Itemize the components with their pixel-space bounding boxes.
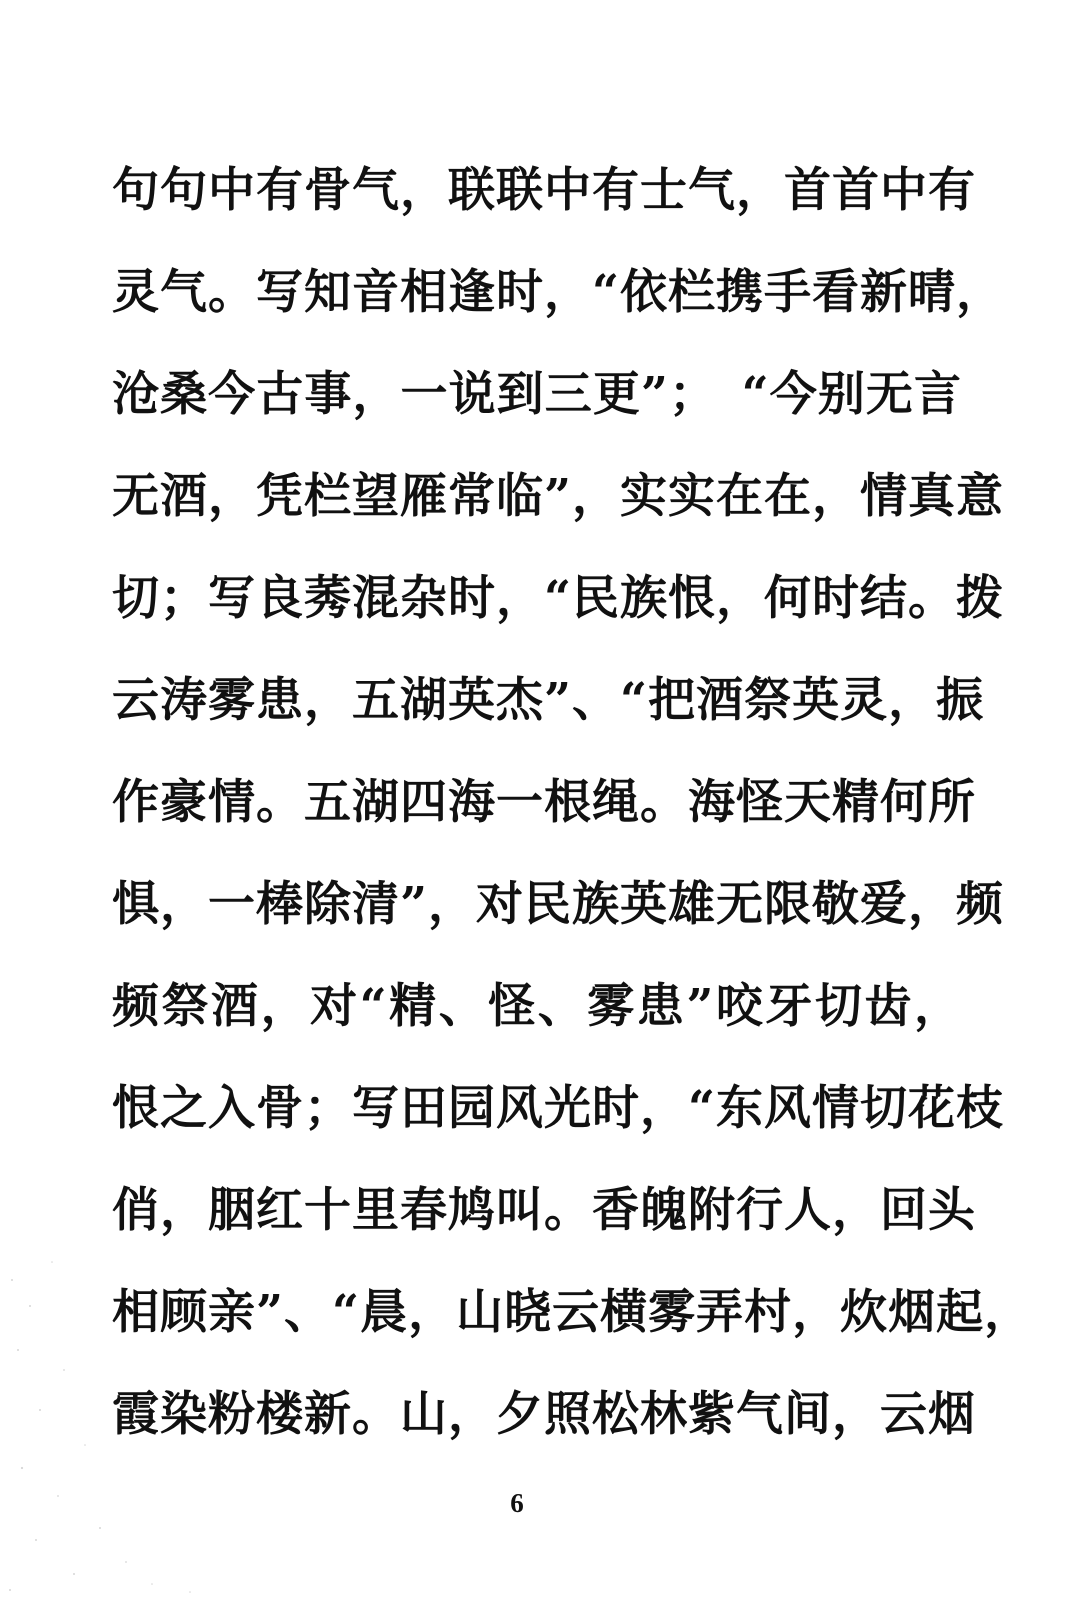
- text-line-10: 恨之入骨；写田园风光时，“东风情切花枝: [112, 1081, 1005, 1136]
- text-line-1: 句句中有骨气，联联中有士气，首首中有: [112, 163, 976, 218]
- page-number: 6: [510, 1488, 524, 1518]
- text-line-9: 频祭酒，对“精、怪、雾患”咬牙切齿，: [112, 979, 962, 1034]
- text-line-3: 沧桑今古事，一说到三更”； “今别无言: [112, 367, 962, 422]
- body-text: [112, 140, 1033, 1466]
- text-line-6: 云涛雾患，五湖英杰”、“把酒祭英灵，振: [112, 673, 985, 728]
- text-line-13: 霞染粉楼新。山，夕照松林紫气间，云烟: [112, 1387, 976, 1442]
- text-line-11: 俏，胭红十里春鸠叫。香魄附行人，回头: [112, 1183, 976, 1238]
- text-line-12: 相顾亲”、“晨，山晓云横雾弄村，炊烟起，: [112, 1285, 1033, 1340]
- text-line-8: 惧，一棒除清”，对民族英雄无限敬爱，频: [112, 877, 1005, 932]
- text-line-5: 切；写良莠混杂时，“民族恨，何时结。拨: [112, 571, 1005, 626]
- text-line-4: 无酒，凭栏望雁常临”，实实在在，情真意: [112, 469, 1005, 524]
- text-line-7: 作豪情。五湖四海一根绳。海怪天精何所: [112, 775, 976, 830]
- text-line-2: 灵气。写知音相逢时，“依栏携手看新晴，: [112, 265, 1005, 320]
